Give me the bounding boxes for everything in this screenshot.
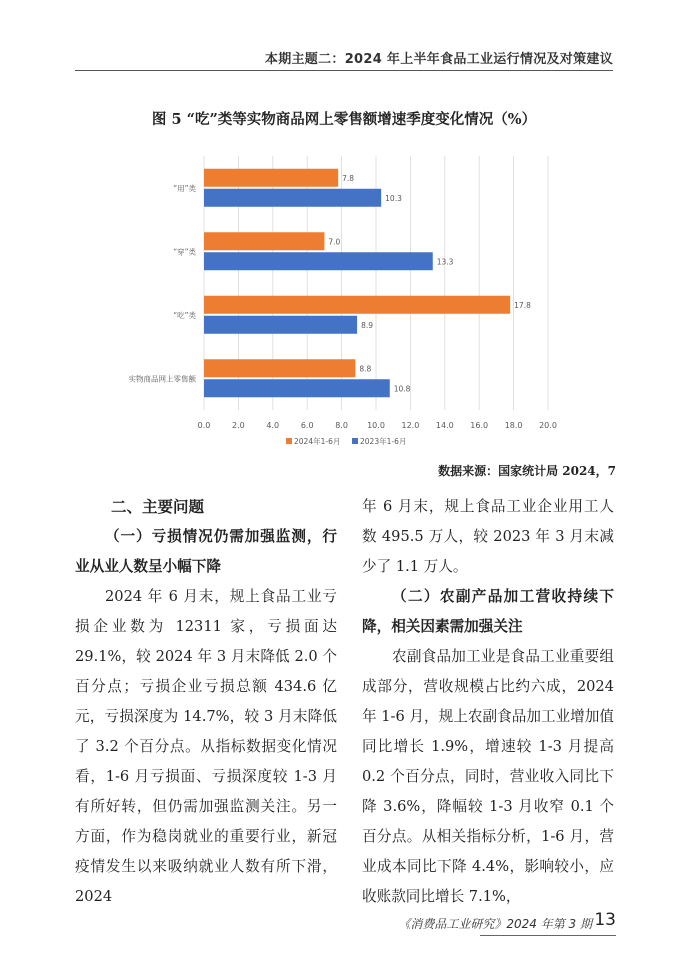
data-source: 数据来源：国家统计局 2024，7 [438, 464, 616, 478]
category-label: “吃”类 [173, 310, 196, 320]
bar-chart [100, 148, 590, 448]
data-label: 8.8 [359, 364, 372, 374]
left-column [75, 492, 337, 912]
legend-swatch [352, 438, 358, 444]
paragraph-continued: 年 6 月末，规上食品工业企业用工人数 495.5 万人，较 2023 年 3 月末减少了 1.1 万人。 [362, 498, 614, 575]
paragraph-agri: 农副食品加工业是食品工业重要组成部分，营收规模占比约六成，2024 年 1-6 月，规上农副食品加工业增加值同比增长 1.9%，增速较 1-3 月提高 0.2 个百分点，同时，营业收入同比下降 3.6%，降幅较 1-3 月收窄 0.1 个百分点。从相关指标分析，1-6 月，营业成本同比下降 4.4%，影响较小，应收账款同比增长 7.1%， [362, 648, 614, 905]
bar [204, 252, 433, 270]
header-rule [75, 70, 613, 71]
paragraph-losses: 2024 年 6 月末，规上食品工业亏损企业数为 12311 家，亏损面达 29.1%，较 2024 年 3 月末降低 2.0 个百分点；亏损企业亏损总额 434.6 亿元，亏损深度为 14.7%，较 3 月末降低了 3.2 个百分点。从指标数据变化情况看，1-6 月亏损面、亏损深度较 1-3 月有所好转，但仍需加强监测关注。另一方面，作为稳岗就业的重要行业，新冠疫情发生以来吸纳就业人数有所下滑，2024 [75, 588, 337, 905]
x-tick-label: 20.0 [539, 421, 557, 430]
bar [204, 296, 510, 314]
data-label: 10.3 [385, 193, 402, 203]
x-tick-label: 10.0 [367, 421, 385, 430]
subheading-losses: （一）亏损情况仍需加强监测，行业从业人数呈小幅下降 [75, 528, 337, 575]
x-tick-label: 18.0 [504, 421, 523, 430]
legend-swatch [286, 438, 292, 444]
data-label: 17.8 [514, 300, 531, 310]
subheading-agri: （二）农副产品加工营收持续下降，相关因素需加强关注 [362, 588, 614, 635]
x-tick-label: 16.0 [470, 421, 489, 430]
bar [204, 189, 381, 207]
bar [204, 232, 324, 250]
x-tick-label: 12.0 [401, 421, 420, 430]
data-label: 10.8 [393, 384, 411, 394]
figure-title: 图 5 “吃”类等实物商品网上零售额增速季度变化情况（%） [151, 111, 537, 128]
data-label: 8.9 [361, 320, 374, 330]
x-tick-label: 2.0 [232, 421, 245, 430]
bar [204, 379, 390, 397]
x-tick-label: 14.0 [435, 421, 454, 430]
x-tick-label: 0.0 [197, 421, 211, 430]
bar [204, 169, 338, 187]
data-label: 13.3 [436, 257, 454, 267]
right-column [362, 492, 614, 912]
data-label: 7.8 [342, 173, 355, 183]
bar [204, 359, 355, 377]
legend-label: 2024年1-6月 [294, 437, 341, 446]
category-label: 实物商品网上零售额 [128, 374, 196, 384]
x-tick-label: 4.0 [266, 421, 280, 430]
data-label: 7.0 [328, 237, 341, 247]
page-number: 13 [594, 910, 616, 930]
journal-footer: 《消费品工业研究》2024 年第 3 期 [398, 917, 592, 931]
x-tick-label: 8.0 [335, 421, 348, 430]
category-label: “用”类 [173, 183, 196, 193]
bar [204, 316, 357, 334]
category-label: “穿”类 [173, 247, 196, 257]
running-header: 本期主题二：2024 年上半年食品工业运行情况及对策建议 [264, 52, 613, 67]
section-heading: 二、主要问题 [111, 497, 205, 516]
x-tick-label: 6.0 [300, 421, 314, 430]
footer-rule [480, 935, 616, 936]
legend-label: 2023年1-6月 [360, 437, 407, 446]
